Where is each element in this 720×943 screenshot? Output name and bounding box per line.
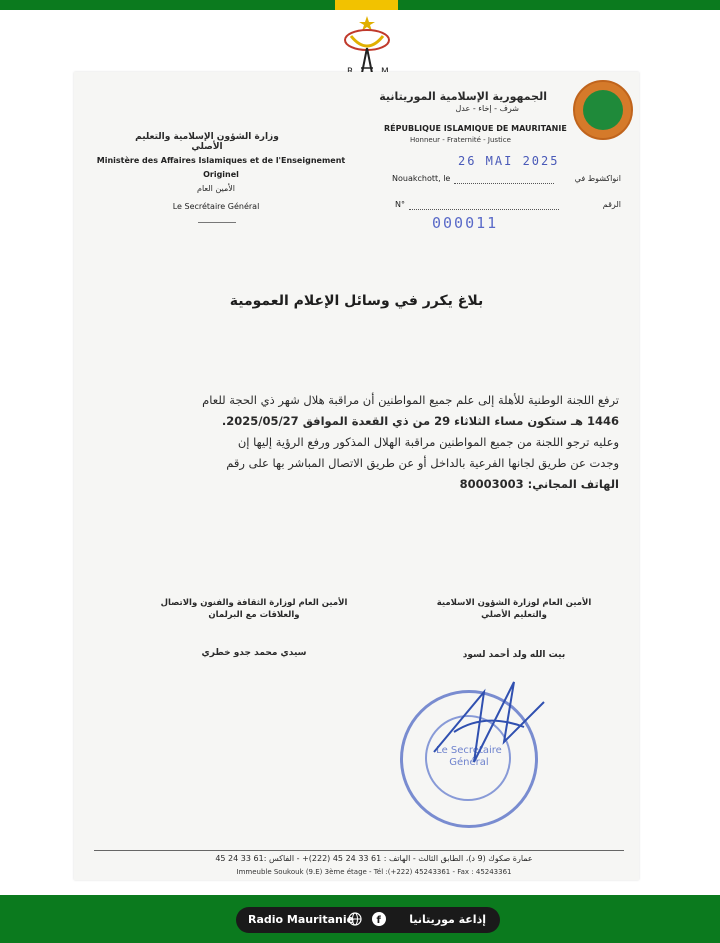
stamp-text-1: Le Secrétaire [436, 745, 502, 756]
document-title: بلاغ يكرر في وسائل الإعلام العمومية [229, 293, 484, 309]
body-line: 1446 هـ ستكون مساء الثلاثاء 29 من ذي القعدة الموافق 2025/05/27. [221, 414, 619, 428]
body-paragraph-2 [94, 432, 619, 495]
brand-ar: إذاعة موريتانيا [409, 913, 486, 926]
stamp-text-2: Général [449, 757, 489, 768]
ministry-fr-1: Ministère des Affaires Islamiques et de l'Enseignement [96, 156, 346, 165]
place-label-ar: انواكشوط في [574, 174, 621, 183]
svg-text:f: f [376, 915, 381, 926]
top-bar [0, 0, 720, 10]
motto-fr: Honneur - Fraternité - Justice [410, 136, 511, 144]
signature-scribble-icon [414, 672, 554, 782]
ministry-ar: وزارة الشؤون الإسلامية والتعليم الأصلي [135, 132, 279, 152]
place-label: Nouakchott, le [392, 174, 451, 183]
national-seal-icon [573, 80, 633, 140]
body-paragraph-1 [94, 390, 619, 432]
document-number: 000011 [432, 214, 499, 232]
sg-ar: الأمين العام [196, 184, 236, 193]
number-label-ar: الرقم [602, 200, 621, 209]
left-signatory-name: سيدي محمد جدو خطري [201, 648, 307, 658]
number-label: N° [395, 200, 405, 209]
body-line: وجدت عن طريق لجانها الفرعية بالداخل أو عن طريق الاتصال المباشر بها على رقم [226, 456, 619, 470]
date-stamp: 26 MAI 2025 [458, 154, 560, 168]
left-signatory-title-1: الأمين العام لوزارة الثقافة والفنون والاتصال [160, 598, 348, 608]
globe-icon[interactable] [348, 912, 362, 929]
body-line: وعليه ترجو اللجنة من جميع المواطنين مراقبة الهلال المذكور ورفع الرؤية إليها إن [237, 435, 619, 449]
footer-divider [94, 850, 624, 851]
right-signatory-name: بيت الله ولد أحمد لسود [462, 650, 566, 660]
left-signatory-title-2: والعلاقات مع البرلمان [208, 610, 300, 620]
republic-ar: الجمهورية الإسلامية الموريتانية [379, 90, 547, 103]
document-page [74, 72, 639, 880]
body-line: الهاتف المجاني: 80003003 [459, 477, 619, 491]
sg-divider [198, 222, 236, 223]
brand-pill [236, 907, 500, 933]
right-signatory-title-1: الأمين العام لوزارة الشؤون الاسلامية [436, 598, 592, 608]
right-signatory-title-2: والتعليم الأصلي [481, 610, 547, 620]
footer-address-fr: Immeuble Soukouk (9.E) 3ème étage - Tél :(+222) 45243361 - Fax : 45243361 [236, 868, 512, 876]
ministry-fr-2: Originel [203, 170, 239, 179]
number-line [409, 209, 559, 210]
facebook-icon[interactable] [372, 912, 386, 929]
top-bar-accent [335, 0, 398, 10]
footer-address-ar: عمارة صكوك (9 د)، الطابق الثالث - الهاتف : 61 33 24 45 (222)+ - الفاكس :61 33 24 45 [215, 854, 533, 863]
date-line [454, 183, 554, 184]
sg-fr: Le Secrétaire Général [172, 202, 260, 211]
motto-ar: شرف - إخاء - عدل [455, 104, 519, 113]
brand-fr: Radio Mauritanie [248, 913, 355, 926]
republic-fr: RÉPUBLIQUE ISLAMIQUE DE MAURITANIE [384, 124, 567, 133]
body-line: ترفع اللجنة الوطنية للأهلة إلى علم جميع المواطنين أن مراقبة هلال شهر ذي الحجة للعام [202, 393, 619, 407]
